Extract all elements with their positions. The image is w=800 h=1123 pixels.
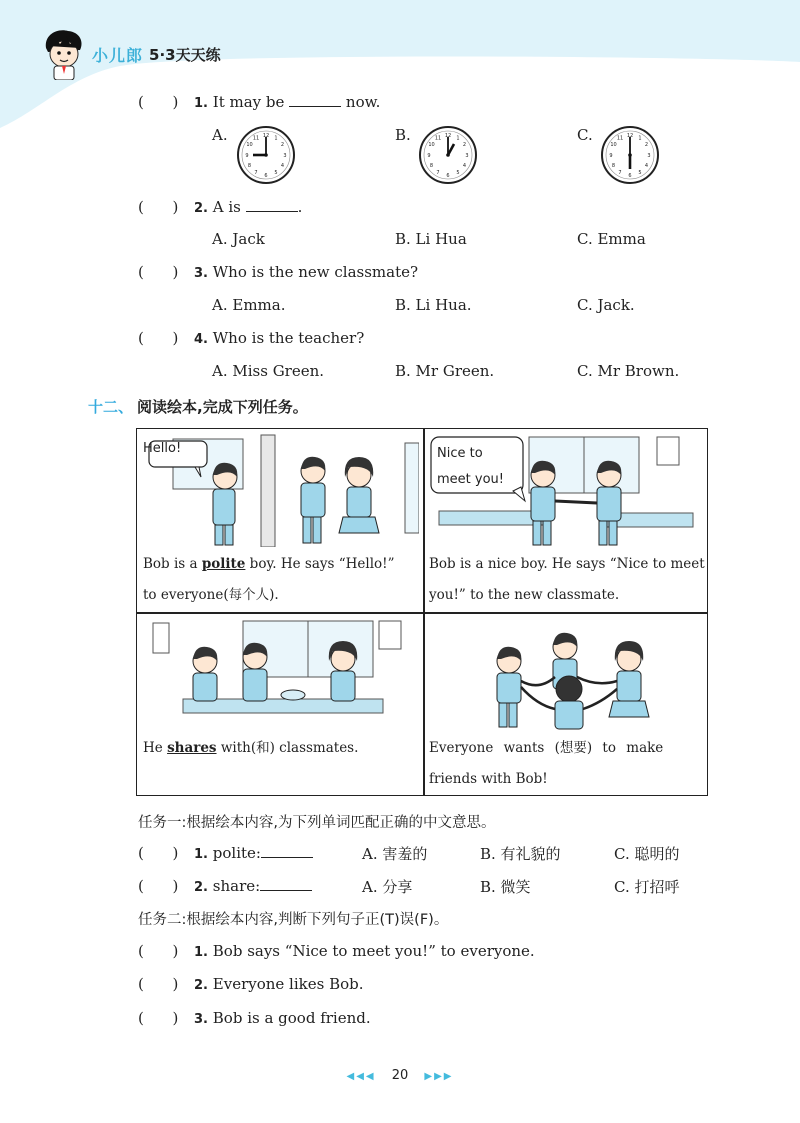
option-a[interactable]: A. [212,126,228,144]
svg-text:12: 12 [262,133,270,139]
task-2-title: 任务二:根据绘本内容,判断下列句子正(T)误(F)。 [138,912,449,928]
panel-4-illustration [429,617,703,731]
section-number: 十二、 [88,398,134,416]
answer-blank[interactable] [261,843,313,858]
brand [40,28,221,80]
clock-one-icon [418,124,478,186]
girl-figure [329,641,357,701]
svg-text:3: 3 [465,153,469,159]
option-c[interactable]: C. [577,126,593,144]
svg-text:9: 9 [609,153,613,159]
svg-text:1: 1 [274,135,278,142]
answer-paren[interactable]: ( ) [138,263,179,281]
option-c[interactable]: C. Jack. [577,296,635,314]
svg-text:9: 9 [245,153,249,159]
boy-mascot-icon [40,28,86,80]
svg-text:6: 6 [628,173,632,179]
left-arrows-icon: ◀◀◀ [346,1071,376,1082]
panel-3-caption: He shares with(和) classmates. [143,740,359,756]
task-2-item-1: ( ) 1. Bob says “Nice to meet you!” to everyone. [138,942,535,960]
panel-4-caption: Everyone wants (想要) to make friends with Bob! [429,740,664,787]
option-b[interactable]: B. Li Hua [395,230,467,248]
svg-text:1: 1 [638,135,642,142]
answer-paren[interactable]: ( ) [138,198,179,216]
option-a[interactable]: A. 害羞的 [362,845,428,863]
svg-text:2: 2 [644,142,649,148]
section-heading [88,396,308,417]
page-number: 20 [391,1068,409,1083]
answer-paren[interactable]: ( ) [138,93,179,111]
question-3: ( ) 3. Who is the new classmate? [138,263,419,281]
answer-paren[interactable]: ( ) [138,942,179,960]
panel-1-caption: Bob is a polite boy. He says “Hello!” to everyone(每个人). [143,556,395,603]
svg-text:9: 9 [427,153,431,159]
svg-text:7: 7 [436,170,440,176]
svg-text:10: 10 [428,142,435,148]
boy-figure [243,643,267,701]
svg-text:2: 2 [462,142,467,148]
keyword-shares: shares [167,740,217,756]
svg-text:2: 2 [280,142,285,148]
svg-text:8: 8 [611,163,616,169]
svg-text:8: 8 [247,163,252,169]
option-c[interactable]: C. 聪明的 [614,845,680,863]
page-footer [0,1068,800,1083]
answer-blank[interactable] [289,92,341,107]
option-a[interactable]: A. Miss Green. [212,362,325,380]
option-a[interactable]: A. Emma. [212,296,286,314]
svg-text:1: 1 [456,135,460,142]
svg-text:3: 3 [647,153,651,159]
task-1-item-1: ( ) 1. polite: [138,843,313,862]
option-c[interactable]: C. Emma [577,230,646,248]
svg-text:11: 11 [616,135,624,142]
svg-text:4: 4 [280,163,285,169]
question-1: ( ) 1. It may be now. [138,93,381,111]
option-b[interactable]: B. 有礼貌的 [480,845,561,863]
series-title: 5·3天天练 [149,45,221,64]
svg-text:4: 4 [462,163,467,169]
svg-text:6: 6 [264,173,268,179]
svg-text:12: 12 [444,133,452,139]
svg-text:6: 6 [446,173,450,179]
svg-text:11: 11 [252,135,260,142]
svg-text:4: 4 [644,163,649,169]
clock-six-icon [600,124,660,186]
answer-paren[interactable]: ( ) [138,844,179,862]
svg-text:10: 10 [610,142,617,148]
answer-paren[interactable]: ( ) [138,1009,179,1027]
option-b[interactable]: B. Mr Green. [395,362,495,380]
answer-paren[interactable]: ( ) [138,975,179,993]
option-b[interactable]: B. 微笑 [480,878,531,896]
option-b[interactable]: B. Li Hua. [395,296,472,314]
speech-bubble-hello: Hello! [143,441,182,456]
question-4: ( ) 4. Who is the teacher? [138,329,365,347]
svg-text:12: 12 [626,133,634,139]
answer-blank[interactable] [246,197,298,212]
svg-text:10: 10 [246,142,253,148]
svg-text:7: 7 [618,170,622,176]
panel-3-illustration [143,617,419,731]
option-b[interactable]: B. [395,126,411,144]
task-1-item-2: ( ) 2. share: [138,876,312,895]
panel-2-caption: Bob is a nice boy. He says “Nice to meet you!” to the new classmate. [429,556,705,603]
svg-text:3: 3 [283,153,287,159]
task-2-item-3: ( ) 3. Bob is a good friend. [138,1009,371,1027]
option-a[interactable]: A. Jack [212,230,265,248]
answer-paren[interactable]: ( ) [138,329,179,347]
question-2: ( ) 2. A is . [138,198,303,216]
panel-1-illustration [143,433,419,547]
speech-bubble-nice-to-meet-you: Nice to meet you! [437,446,504,487]
task-1-title: 任务一:根据绘本内容,为下列单词匹配正确的中文意思。 [138,815,496,831]
svg-text:11: 11 [434,135,442,142]
girl-figure [555,676,583,729]
svg-text:5: 5 [638,170,642,176]
clock-nine-icon [236,124,296,186]
option-a[interactable]: A. 分享 [362,878,413,896]
brand-logo-text: 小儿郎 [92,45,144,65]
keyword-polite: polite [201,556,246,572]
svg-text:5: 5 [456,170,460,176]
option-c[interactable]: C. Mr Brown. [577,362,680,380]
svg-text:7: 7 [254,170,258,176]
answer-blank[interactable] [260,876,312,891]
task-2-item-2: ( ) 2. Everyone likes Bob. [138,975,364,993]
boy-figure [193,647,217,701]
answer-paren[interactable]: ( ) [138,877,179,895]
right-arrows-icon: ▶▶▶ [424,1071,454,1082]
svg-text:5: 5 [274,170,278,176]
section-title: 阅读绘本,完成下列任务。 [137,398,308,416]
picture-book [136,428,708,796]
option-c[interactable]: C. 打招呼 [614,878,680,896]
svg-text:8: 8 [429,163,434,169]
